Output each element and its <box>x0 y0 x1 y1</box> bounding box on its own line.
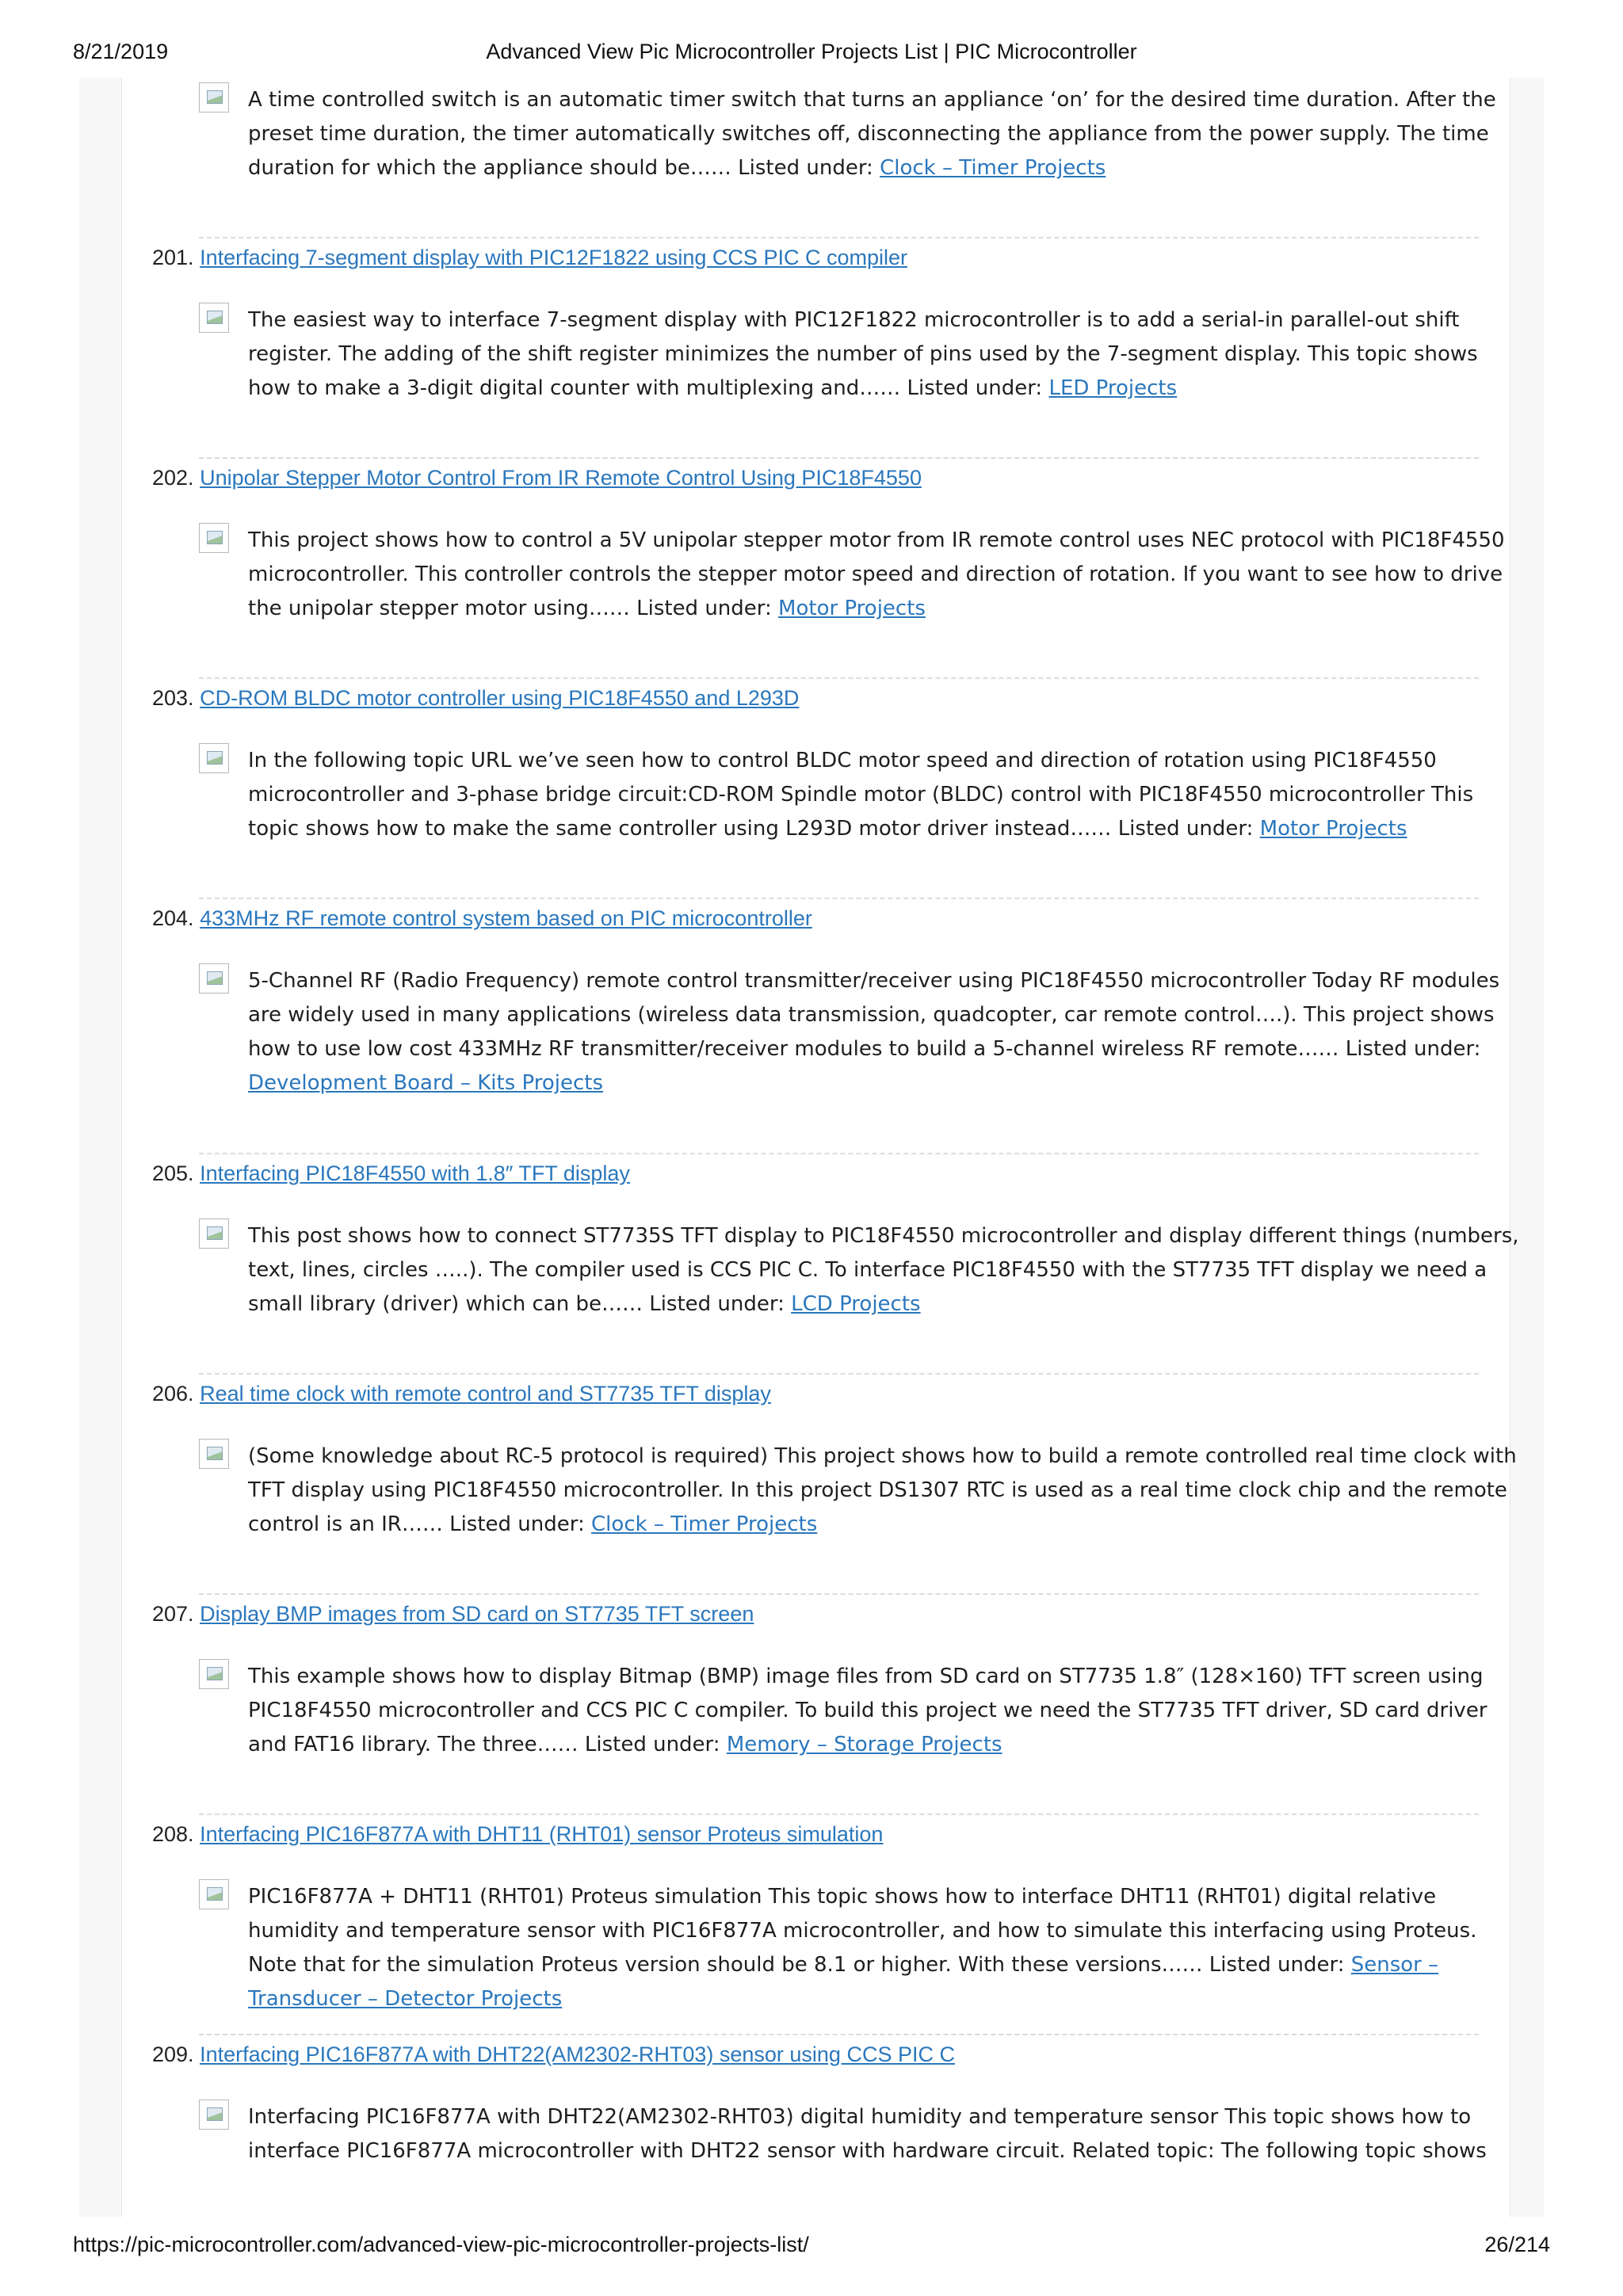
print-footer <box>73 2233 1550 2261</box>
item-description-206 <box>199 1439 1524 1542</box>
list-item-title-205 <box>152 1160 1499 1187</box>
category-link[interactable]: Sensor – Transducer – Detector Projects <box>248 1953 1439 2011</box>
item-title-link[interactable]: Interfacing 7-segment display with PIC12F1822 using CCS PIC C compiler <box>200 246 907 269</box>
divider <box>199 898 1479 899</box>
item-number: 209. <box>152 2042 194 2066</box>
print-page-title: Advanced View Pic Microcontroller Projects List | PIC Microcontroller <box>486 40 1137 63</box>
item-description-203 <box>199 743 1524 846</box>
list-item-title-208 <box>152 1821 1499 1848</box>
broken-image-icon[interactable] <box>199 743 229 773</box>
description-text: This project shows how to control a 5V unipolar stepper motor from IR remote control uses NEC protocol with PIC18F4550 microcontroller. This controller controls the stepper motor speed and direction of rotation. If you want to see how to drive the unipolar stepper motor using…… Listed under: <box>248 528 1505 620</box>
divider <box>199 237 1479 238</box>
broken-image-icon[interactable] <box>199 1219 229 1249</box>
divider <box>199 457 1479 459</box>
description-text: This example shows how to display Bitmap (BMP) image files from SD card on ST7735 1.8″ (128×160) TFT screen using PIC18F4550 microcontroller and CCS PIC C compiler. To build this project we need the ST7735 TFT driver, SD card driver and FAT16 library. The three…… Listed under: <box>248 1665 1487 1756</box>
item-description-200 <box>199 82 1524 185</box>
description-text: In the following topic URL we’ve seen how to control BLDC motor speed and direction of rotation using PIC18F4550 microcontroller and 3-phase bridge circuit:CD-ROM Spindle motor (BLDC) control with PIC18F4550 microcontroller This topic shows how to make the same controller using L293D motor driver instead…… Listed under: <box>248 749 1474 841</box>
broken-image-icon[interactable] <box>199 1879 229 1909</box>
item-title-link[interactable]: Interfacing PIC16F877A with DHT11 (RHT01) sensor Proteus simulation <box>200 1822 884 1846</box>
item-title-link[interactable]: CD-ROM BLDC motor controller using PIC18F4550 and L293D <box>200 686 800 710</box>
category-link[interactable]: Motor Projects <box>778 597 926 620</box>
list-item-title-206 <box>152 1380 1499 1407</box>
print-header <box>73 40 1550 68</box>
divider <box>199 1593 1479 1595</box>
print-page-number: 26/214 <box>1484 2233 1550 2256</box>
description-text: A time controlled switch is an automatic timer switch that turns an appliance ‘on’ for the desired time duration. After the preset time duration, the timer automatically switches off, disconnecting the appliance from the power supply. The time duration for which the appliance should be…… Listed under: <box>248 88 1496 180</box>
broken-image-icon[interactable] <box>199 82 229 113</box>
item-description-201 <box>199 303 1524 406</box>
category-link[interactable]: Memory – Storage Projects <box>726 1733 1002 1756</box>
list-item-title-201 <box>152 244 1499 271</box>
broken-image-icon[interactable] <box>199 2100 229 2130</box>
broken-image-icon[interactable] <box>199 1439 229 1469</box>
broken-image-icon[interactable] <box>199 303 229 333</box>
item-number: 203. <box>152 686 194 710</box>
broken-image-icon[interactable] <box>199 963 229 994</box>
item-title-link[interactable]: Interfacing PIC18F4550 with 1.8″ TFT display <box>200 1161 630 1185</box>
list-item-title-203 <box>152 685 1499 711</box>
description-text: PIC16F877A + DHT11 (RHT01) Proteus simulation This topic shows how to interface DHT11 (RHT01) digital relative humidity and temperature sensor with PIC16F877A microcontroller, and how to simulate this interfacing using Proteus. Note that for the simulation Proteus version should be 8.1 or higher. With these versions…… Listed under: <box>248 1885 1477 1977</box>
item-number: 202. <box>152 466 194 490</box>
category-link[interactable]: LCD Projects <box>791 1292 921 1316</box>
item-number: 207. <box>152 1602 194 1626</box>
category-link[interactable]: LED Projects <box>1048 376 1178 400</box>
item-description-208 <box>199 1879 1524 2016</box>
divider <box>199 1814 1479 1815</box>
category-link[interactable]: Clock – Timer Projects <box>880 156 1106 180</box>
description-text: The easiest way to interface 7-segment display with PIC12F1822 microcontroller is to add a serial-in parallel-out shift register. The adding of the shift register minimizes the number of pins used by the 7-segment display. This topic shows how to make a 3-digit digital counter with multiplexing and…… Listed under: <box>248 308 1478 400</box>
category-link[interactable]: Clock – Timer Projects <box>591 1512 818 1536</box>
list-item-title-209 <box>152 2041 1499 2068</box>
description-text: (Some knowledge about RC-5 protocol is required) This project shows how to build a remote controlled real time clock with TFT display using PIC18F4550 microcontroller. In this project DS1307 RTC is used as a real time clock chip and the remote control is an IR…… Listed under: <box>248 1444 1517 1536</box>
item-number: 208. <box>152 1822 194 1846</box>
divider <box>199 677 1479 679</box>
print-url: https://pic-microcontroller.com/advanced-view-pic-microcontroller-projects-list/ <box>73 2233 809 2256</box>
category-link[interactable]: Motor Projects <box>1259 817 1407 841</box>
item-number: 205. <box>152 1161 194 1185</box>
item-title-link[interactable]: Interfacing PIC16F877A with DHT22(AM2302-RHT03) sensor using CCS PIC C <box>200 2042 955 2066</box>
description-text: Interfacing PIC16F877A with DHT22(AM2302-RHT03) digital humidity and temperature sensor This topic shows how to interface PIC16F877A microcontroller with DHT22 sensor with hardware circuit. Related topic: The following topic shows <box>248 2105 1487 2163</box>
divider <box>199 2034 1479 2035</box>
broken-image-icon[interactable] <box>199 523 229 553</box>
item-title-link[interactable]: Real time clock with remote control and ST7735 TFT display <box>200 1382 771 1405</box>
item-description-207 <box>199 1659 1524 1762</box>
item-number: 204. <box>152 906 194 930</box>
print-date: 8/21/2019 <box>73 40 169 63</box>
item-title-link[interactable]: Unipolar Stepper Motor Control From IR Remote Control Using PIC18F4550 <box>200 466 922 490</box>
divider <box>199 1153 1479 1154</box>
item-description-202 <box>199 523 1524 626</box>
divider <box>199 1373 1479 1375</box>
item-number: 206. <box>152 1382 194 1405</box>
list-item-title-202 <box>152 464 1499 491</box>
item-description-209 <box>199 2100 1524 2168</box>
description-text: This post shows how to connect ST7735S TFT display to PIC18F4550 microcontroller and display different things (numbers, text, lines, circles …..). The compiler used is CCS PIC C. To interface PIC18F4550 with the ST7735 TFT display we need a small library (driver) which can be…… Listed under: <box>248 1224 1519 1316</box>
item-title-link[interactable]: Display BMP images from SD card on ST7735 TFT screen <box>200 1602 754 1626</box>
list-item-title-207 <box>152 1600 1499 1627</box>
item-number: 201. <box>152 246 194 269</box>
item-title-link[interactable]: 433MHz RF remote control system based on PIC microcontroller <box>200 906 812 930</box>
description-text: 5-Channel RF (Radio Frequency) remote control transmitter/receiver using PIC18F4550 microcontroller Today RF modules are widely used in many applications (wireless data transmission, quadcopter, car remote control….). This project shows how to use low cost 433MHz RF transmitter/receiver modules to build a 5-channel wireless RF remote…… Listed under: <box>248 969 1500 1061</box>
item-description-204 <box>199 963 1524 1100</box>
broken-image-icon[interactable] <box>199 1659 229 1689</box>
list-item-title-204 <box>152 905 1499 932</box>
category-link[interactable]: Development Board – Kits Projects <box>248 1071 604 1095</box>
item-description-205 <box>199 1219 1524 1322</box>
